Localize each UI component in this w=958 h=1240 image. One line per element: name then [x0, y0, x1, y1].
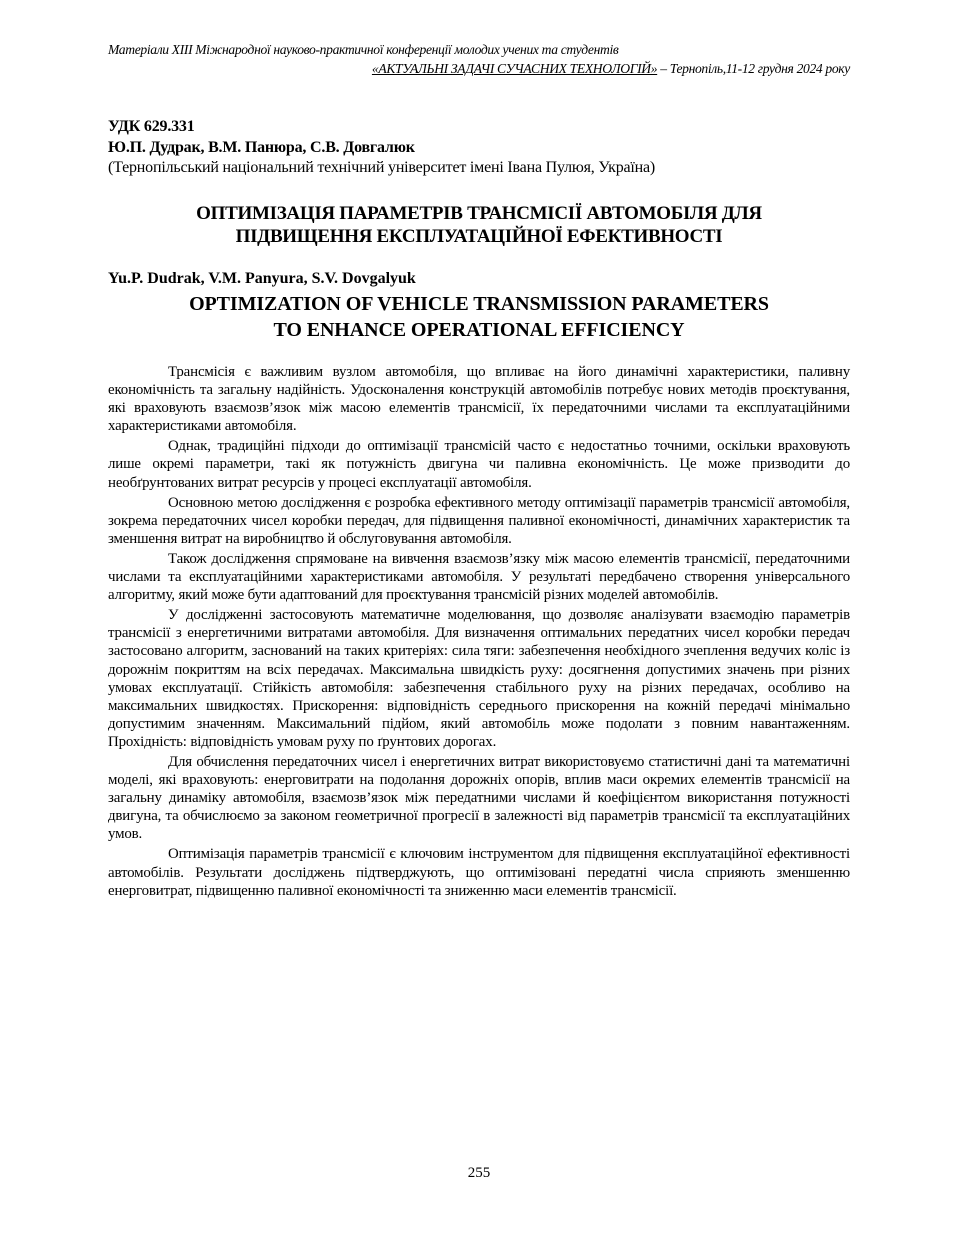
- authors-en: Yu.P. Dudrak, V.M. Panyura, S.V. Dovgalyuk: [108, 270, 416, 287]
- header-line-1: Матеріали XIII Міжнародної науково-практичної конференції молодих учених та студентів: [108, 42, 619, 57]
- article-body: [108, 363, 850, 902]
- title-en-line-1: OPTIMIZATION OF VEHICLE TRANSMISSION PARAMETERS: [189, 293, 769, 315]
- running-header: [108, 40, 850, 78]
- title-uk-line-1: ОПТИМІЗАЦІЯ ПАРАМЕТРІВ ТРАНСМІСІЇ АВТОМОБІЛЯ ДЛЯ: [196, 203, 762, 224]
- body-paragraph: Трансмісія є важливим вузлом автомобіля, що впливає на його динамічні характеристики, паливну економічність та загальну надійність. Удосконалення конструкцій автомобілів потребує нових методів проєктування, які враховують взаємозв’язок між масою елементів трансмісії, їх передаточними числами та експлуатаційними характеристиками автомобіля.: [108, 364, 850, 435]
- title-uk: [108, 202, 850, 248]
- body-paragraph: Основною метою дослідження є розробка ефективного методу оптимізації параметрів трансмісії автомобіля, зокрема передаточних чисел коробки передач, для підвищення паливної економічності, динамічних характеристик та зменшення витрат на виробництво й обслуговування автомобіля.: [108, 494, 850, 547]
- title-uk-line-2: ПІДВИЩЕННЯ ЕКСПЛУАТАЦІЙНОЇ ЕФЕКТИВНОСТІ: [235, 226, 723, 247]
- udk-code: УДК 629.331: [108, 118, 195, 135]
- authors-uk: Ю.П. Дудрак, В.М. Панюра, С.В. Довгалюк: [108, 138, 415, 156]
- body-paragraph: Для обчислення передаточних чисел і енергетичних витрат використовуємо статистичні дані та математичні моделі, які враховують: енерговитрати на подолання дорожніх опорів, вплив маси окремих елементів трансмісії на загальну динаміку автомобіля, взаємозв’язок між передатними числами й коефіцієнтом використання потужності двигуна, та обчислюємо за законом геометричної прогресії в залежності від параметрів трансмісії та експлуатаційних умов.: [108, 753, 850, 843]
- title-en: [108, 291, 850, 343]
- article-meta: [108, 117, 850, 179]
- title-en-line-2: TO ENHANCE OPERATIONAL EFFICIENCY: [273, 319, 685, 341]
- page-number: 255: [467, 1165, 491, 1181]
- body-paragraph: Оптимізація параметрів трансмісії є ключовим інструментом для підвищення експлуатаційної ефективності автомобілів. Результати досліджень підтверджують, що оптимізовані передатні числа сприяють зменшенню енерговитрат, підвищенню паливної економічності та зниженню маси елементів трансмісії.: [108, 846, 850, 899]
- conference-name: «АКТУАЛЬНІ ЗАДАЧІ СУЧАСНИХ ТЕХНОЛОГІЙ»: [371, 61, 658, 76]
- body-paragraph: Однак, традиційні підходи до оптимізації трансмісій часто є недостатньо точними, оскільки враховують лише окремі параметри, такі як потужність двигуна чи паливна економічність. Це може призводити до необґрунтованих витрат ресурсів у процесі експлуатації автомобіля.: [108, 438, 850, 491]
- body-paragraph: У дослідженні застосовують математичне моделювання, що дозволяє аналізувати взаємодію параметрів трансмісії з енергетичними витратами автомобіля. Для визначення оптимальних передатних чисел коробки передач застосовано алгоритм, заснований на таких критеріях: сила тяги: забезпечення необхідного зчеплення ведучих коліс із дорожнім покриттям на всіх передачах. Максимальна швидкість руху: досягнення допустимих значень при різних умовах експлуатації. Стійкість автомобіля: забезпечення стабільного руху на різних передачах, особливо на максимальних швидкостях. Прискорення: відповідність середнього прискорення на кожній передачі мінімально допустимим значенням. Максимальний підйом, який автомобіль може подолати з повним навантаженням. Прохідність: відповідність умовам руху по ґрунтових дорогах.: [108, 607, 850, 750]
- body-paragraph: Також дослідження спрямоване на вивчення взаємозв’язку між масою елементів трансмісії, передаточними числами та експлуатаційними характеристиками автомобіля. У результаті передбачено створення універсального алгоритму, який може бути адаптований для проєктування трансмісій різних моделей автомобілів.: [108, 550, 850, 604]
- conference-place-date: – Тернопіль,11-12 грудня 2024 року: [657, 61, 850, 76]
- affiliation: (Тернопільський національний технічний університет імені Івана Пулюя, Україна): [108, 159, 656, 176]
- header-line-2: [108, 59, 850, 78]
